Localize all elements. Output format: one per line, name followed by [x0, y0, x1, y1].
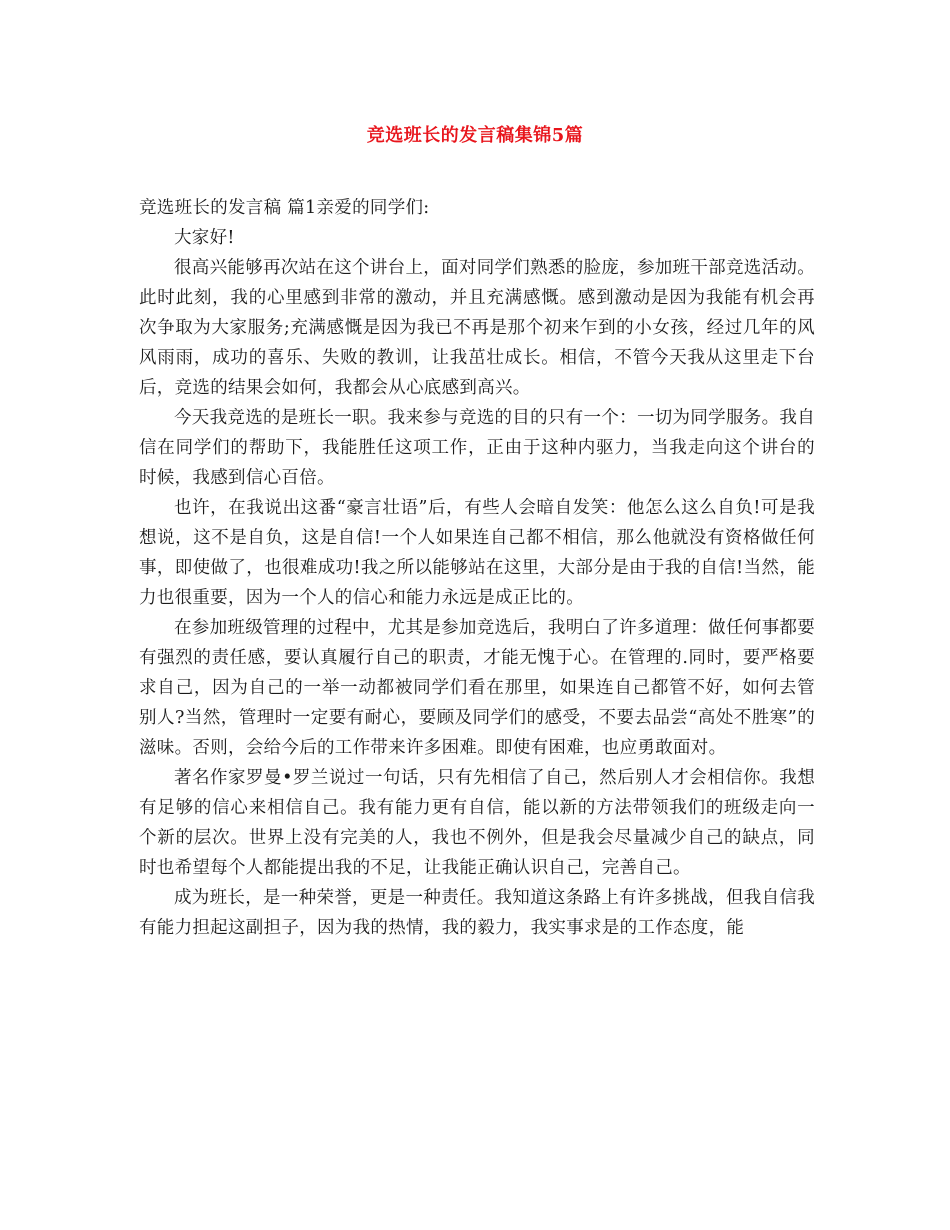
paragraph-3: 也许，在我说出这番“豪言壮语”后，有些人会暗自发笑：他怎么这么自负!可是我想说，这不是自负，这是自信!一个人如果连自己都不相信，那么他就没有资格做任何事，即使做了，也很难成功!我之所以能够站在这里，大部分是由于我的自信!当然，能力也很重要，因为一个人的信心和能力永远是成正比的。 — [139, 498, 815, 608]
paragraph-greeting: 大家好! — [174, 228, 235, 248]
paragraph-6: 成为班长，是一种荣誉，更是一种责任。我知道这条路上有许多挑战，但我自信我有能力担起这副担子，因为我的热情，我的毅力，我实事求是的工作态度，能 — [139, 888, 815, 938]
section-heading: 竞选班长的发言稿 篇1亲爱的同学们: — [139, 198, 430, 218]
document-title: 竞选班长的发言稿集锦5篇 — [366, 125, 584, 146]
paragraph-5: 著名作家罗曼•罗兰说过一句话，只有先相信了自己，然后别人才会相信你。我想有足够的信心来相信自己。我有能力更有自信，能以新的方法带领我们的班级走向一个新的层次。世界上没有完美的人，我也不例外，但是我会尽量减少自己的缺点，同时也希望每个人都能提出我的不足，让我能正确认识自己，完善自己。 — [139, 768, 815, 878]
paragraph-4: 在参加班级管理的过程中，尤其是参加竞选后，我明白了许多道理：做任何事都要有强烈的责任感，要认真履行自己的职责，才能无愧于心。在管理的.同时，要严格要求自己，因为自己的一举一动都被同学们看在那里，如果连自己都管不好，如何去管别人?当然，管理时一定要有耐心，要顾及同学们的感受，不要去品尝“高处不胜寒”的滋味。否则，会给今后的工作带来许多困难。即使有困难，也应勇敢面对。 — [139, 618, 815, 758]
paragraph-2: 今天我竞选的是班长一职。我来参与竞选的目的只有一个：一切为同学服务。我自信在同学们的帮助下，我能胜任这项工作，正由于这种内驱力，当我走向这个讲台的时候，我感到信心百倍。 — [139, 408, 815, 488]
document-body — [139, 193, 815, 943]
paragraph-1: 很高兴能够再次站在这个讲台上，面对同学们熟悉的脸庞，参加班干部竞选活动。此时此刻，我的心里感到非常的激动，并且充满感慨。感到激动是因为我能有机会再次争取为大家服务;充满感慨是因为我已不再是那个初来乍到的小女孩，经过几年的风风雨雨，成功的喜乐、失败的教训，让我茁壮成长。相信，不管今天我从这里走下台后，竞选的结果会如何，我都会从心底感到高兴。 — [139, 258, 815, 398]
